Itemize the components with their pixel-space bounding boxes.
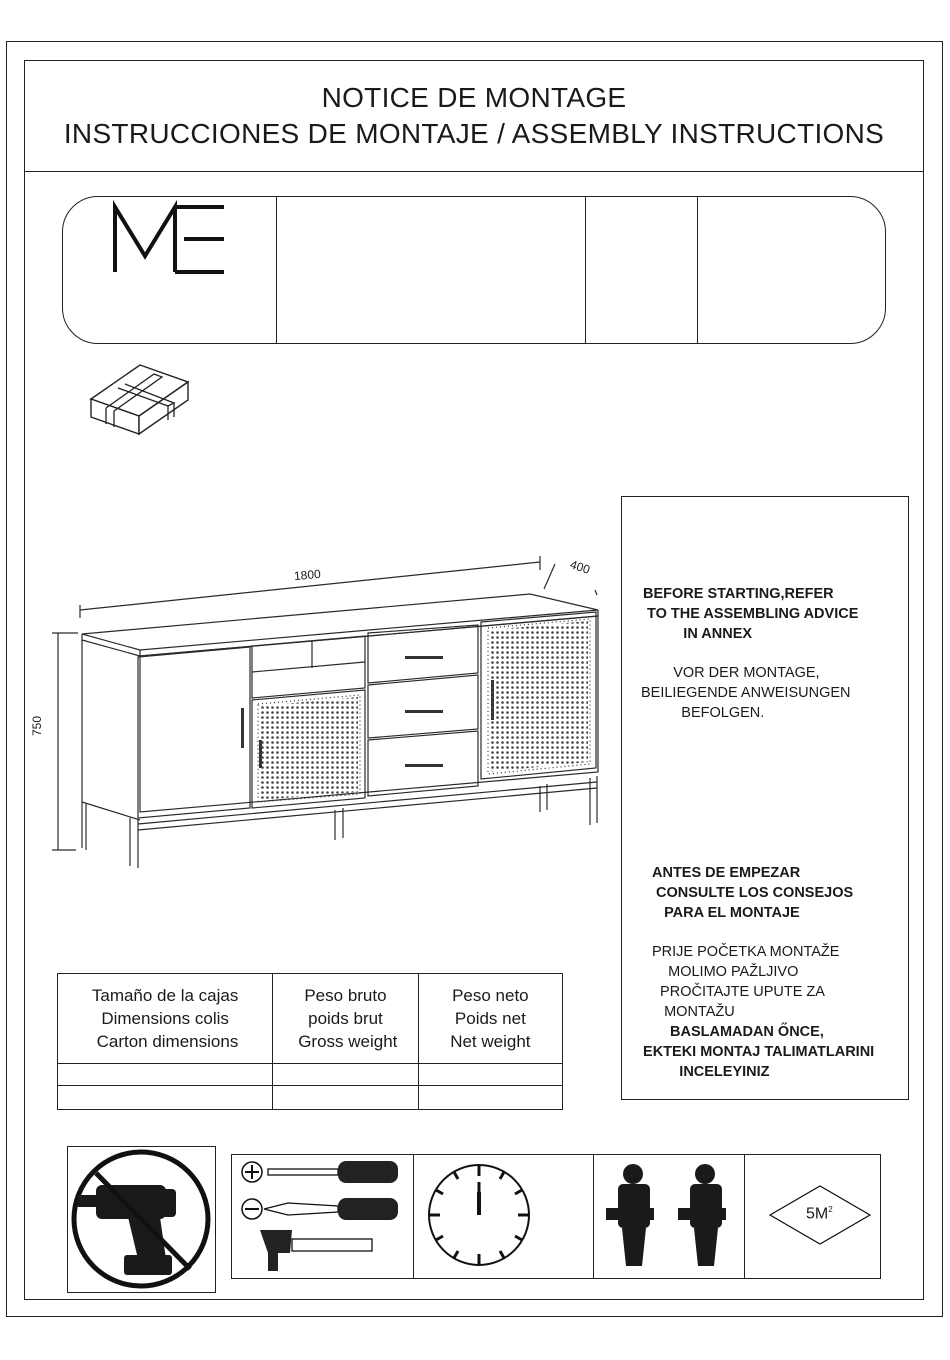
table-cell [418,1064,562,1086]
note-turkish-1: BASLAMADAN ŐNCE, [670,1024,824,1040]
table-cell [273,1086,419,1110]
area-value: 5M [806,1205,829,1223]
header-gross-label: Peso bruto poids brut Gross weight [298,986,398,1051]
dimension-height-value: 750 [30,715,44,736]
note-turkish-2: EKTEKI MONTAJ TALIMATLARINI INCELEYINIZ [643,1044,875,1080]
header-carton-label: Tamaño de la cajas Dimensions colis Carton dimensions [91,986,239,1051]
flat-screwdriver-icon [242,1198,398,1220]
brand-logo [112,204,228,274]
table-cell [418,1086,562,1110]
clock-icon [426,1162,532,1268]
area-label [806,1205,833,1223]
table-cell [273,1064,419,1086]
package-box-icon [88,362,192,438]
info-divider-2 [585,197,586,343]
no-power-drill-icon [68,1147,215,1292]
header-net-label: Peso neto Poids net Net weight [450,986,531,1051]
title-french: NOTICE DE MONTAGE [321,82,627,113]
package-info-table [57,973,563,1110]
note-spanish: ANTES DE EMPEZAR CONSULTE LOS CONSEJOS PARA EL MONTAJE [652,865,854,921]
dimension-height [30,716,44,736]
dimension-depth: 400 [568,557,592,577]
sideboard-drawing [30,550,620,880]
info-divider-1 [276,197,277,343]
note-english: BEFORE STARTING,REFER TO THE ASSEMBLING ADVICE IN ANNEX [643,586,859,642]
note-croatian: PRIJE POČETKA MONTAŽE MOLIMO PAŽLJIVO PROČITAJTE UPUTE ZA MONTAŽU [652,944,840,1020]
title-divider [24,171,924,172]
tools-icons [238,1158,406,1276]
table-cell [58,1064,273,1086]
phillips-screwdriver-icon [242,1161,398,1183]
area-unit: 2 [828,1205,833,1214]
info-divider-3 [697,197,698,343]
hammer-icon [260,1230,372,1271]
header-net-weight [418,974,562,1064]
header-gross-weight [273,974,419,1064]
two-persons-icon [600,1160,740,1272]
note-german: VOR DER MONTAGE, BEILIEGENDE ANWEISUNGEN BEFOLGEN. [641,665,851,721]
title-es-en: INSTRUCCIONES DE MONTAJE / ASSEMBLY INSTRUCTIONS [63,118,885,149]
strip-divider-1 [413,1155,414,1278]
strip-divider-2 [593,1155,594,1278]
header-carton-dimensions [58,974,273,1064]
dimension-width: 1800 [293,566,322,584]
strip-divider-3 [744,1155,745,1278]
table-cell [58,1086,273,1110]
